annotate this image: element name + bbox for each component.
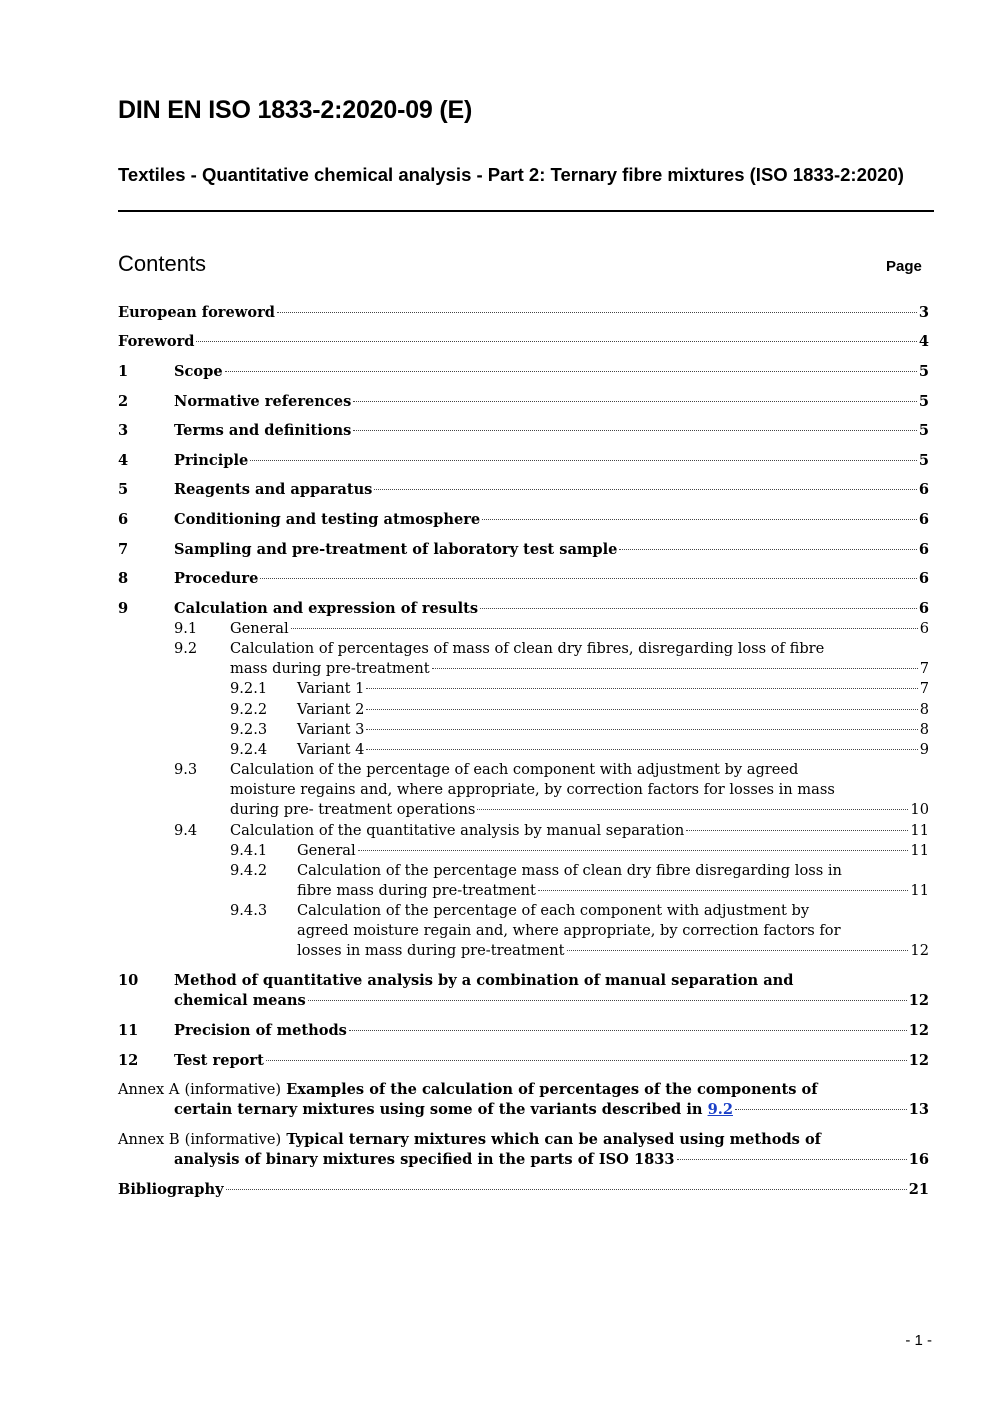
toc-entry-9-4-3[interactable]: 9.4.3 Calculation of the percentage of each component with adjustment by agreed moisture regain and, where appropriate, by correction factors for losses in mass during pre-treatment 12 — [230, 902, 929, 959]
contents-heading: Contents — [118, 251, 207, 276]
toc-entry-9-2[interactable]: 9.2 Calculation of percentages of mass of clean dry fibres, disregarding loss of fibre mass during pre-treatment 7 — [174, 640, 929, 677]
toc-entry-3[interactable]: 3 Terms and definitions 5 — [118, 422, 929, 439]
toc-entry-4[interactable]: 4 Principle 5 — [118, 452, 929, 469]
toc-entry-european-foreword[interactable]: European foreword 3 — [118, 304, 929, 321]
toc-entry-6[interactable]: 6 Conditioning and testing atmosphere 6 — [118, 511, 929, 528]
toc-entry-12[interactable]: 12 Test report 12 — [118, 1052, 929, 1069]
toc-entry-9-1[interactable]: 9.1 General 6 — [174, 620, 929, 637]
toc-entry-9-3[interactable]: 9.3 Calculation of the percentage of each component with adjustment by agreed moisture regains and, where appropriate, by correction factors for losses in mass during pre- treatment operations 10 — [174, 761, 929, 818]
toc-entry-7[interactable]: 7 Sampling and pre-treatment of laboratory test sample 6 — [118, 541, 929, 558]
toc-entry-9[interactable]: 9 Calculation and expression of results 6 — [118, 600, 929, 617]
toc-entry-9-2-1[interactable]: 9.2.1 Variant 1 7 — [230, 680, 929, 697]
toc-entry-9-2-3[interactable]: 9.2.3 Variant 3 8 — [230, 721, 929, 738]
page-number: - 1 - — [905, 1332, 932, 1349]
toc-entry-10[interactable]: 10 Method of quantitative analysis by a combination of manual separation and chemical means 12 — [118, 972, 929, 1009]
toc-entry-9-2-2[interactable]: 9.2.2 Variant 2 8 — [230, 701, 929, 718]
toc-entry-5[interactable]: 5 Reagents and apparatus 6 — [118, 481, 929, 498]
toc-entry-bibliography[interactable]: Bibliography 21 — [118, 1181, 929, 1198]
toc-entry-foreword[interactable]: Foreword 4 — [118, 333, 929, 350]
toc-entry-8[interactable]: 8 Procedure 6 — [118, 570, 929, 587]
toc-entry-annex-a[interactable]: Annex A (informative) Examples of the calculation of percentages of the components of certain ternary mixtures using some of the variants described in 9.2 13 — [118, 1081, 929, 1118]
section-9-2-link[interactable]: 9.2 — [707, 1101, 733, 1118]
document-id: DIN EN ISO 1833-2:2020-09 (E) — [118, 96, 473, 124]
toc-entry-11[interactable]: 11 Precision of methods 12 — [118, 1022, 929, 1039]
toc-entry-9-2-4[interactable]: 9.2.4 Variant 4 9 — [230, 741, 929, 758]
toc-entry-9-4[interactable]: 9.4 Calculation of the quantitative analysis by manual separation 11 — [174, 822, 929, 839]
document-subtitle: Textiles - Quantitative chemical analysis - Part 2: Ternary fibre mixtures (ISO 1833-2:2020) — [118, 164, 904, 185]
page-column-heading: Page — [886, 258, 922, 275]
toc-entry-2[interactable]: 2 Normative references 5 — [118, 393, 929, 410]
toc-entry-9-4-1[interactable]: 9.4.1 General 11 — [230, 842, 929, 859]
toc-entry-annex-b[interactable]: Annex B (informative) Typical ternary mixtures which can be analysed using methods of analysis of binary mixtures specified in the parts of ISO 1833 16 — [118, 1131, 929, 1168]
toc-entry-9-4-2[interactable]: 9.4.2 Calculation of the percentage mass of clean dry fibre disregarding loss in fibre mass during pre-treatment 11 — [230, 862, 929, 899]
toc-entry-1[interactable]: 1 Scope 5 — [118, 363, 929, 380]
